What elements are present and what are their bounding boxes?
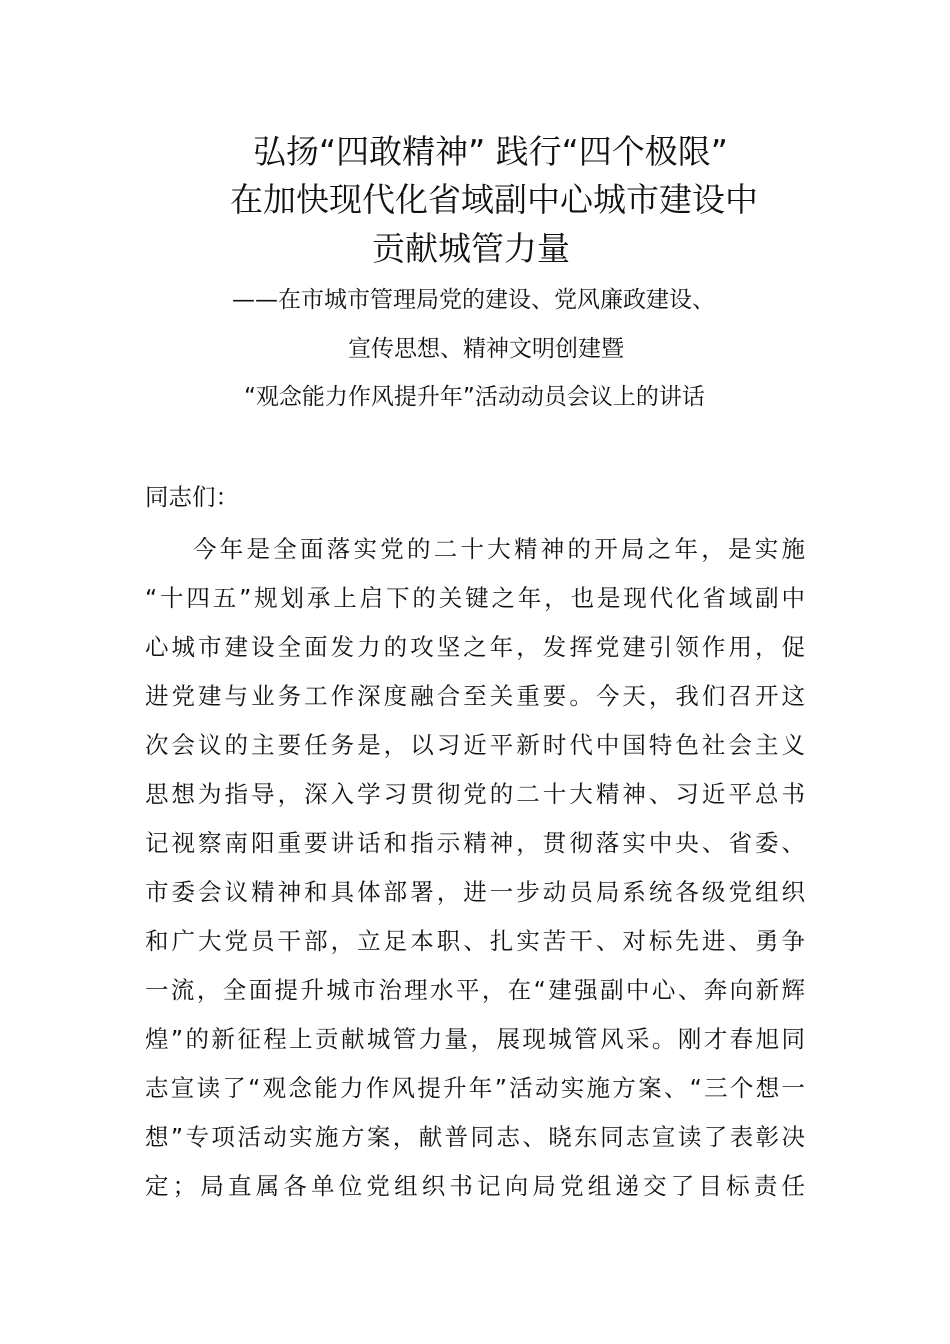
body-line: 煌”的新征程上贡献城管力量，展现城管风采。刚才春旭同 — [145, 1025, 805, 1053]
body-line: 记视察南阳重要讲话和指示精神，贯彻落实中央、省委、 — [145, 829, 805, 857]
body-line: 市委会议精神和具体部署，进一步动员局系统各级党组织 — [145, 878, 805, 906]
body-line: 一流，全面提升城市治理水平，在“建强副中心、奔向新辉 — [145, 976, 805, 1004]
body-line: 次会议的主要任务是，以习近平新时代中国特色社会主义 — [145, 731, 805, 759]
title-line-3: 贡献城管力量 — [372, 229, 570, 268]
body-line: 思想为指导，深入学习贯彻党的二十大精神、习近平总书 — [145, 780, 805, 808]
title-line-1: 弘扬“四敢精神” 践行“四个极限” — [253, 132, 728, 171]
subtitle-line-1: ——在市城市管理局党的建设、党风廉政建设、 — [232, 287, 715, 313]
body-line: 心城市建设全面发力的攻坚之年，发挥党建引领作用，促 — [145, 633, 805, 661]
body-line: 想”专项活动实施方案，献普同志、晓东同志宣读了表彰决 — [145, 1123, 805, 1151]
salutation: 同志们： — [145, 483, 239, 511]
body-line: 今年是全面落实党的二十大精神的开局之年，是实施 — [193, 535, 805, 563]
body-line: 和广大党员干部，立足本职、扎实苦干、对标先进、勇争 — [145, 927, 805, 955]
body-line: “十四五”规划承上启下的关键之年，也是现代化省域副中 — [145, 584, 805, 612]
body-line: 进党建与业务工作深度融合至关重要。今天，我们召开这 — [145, 682, 805, 710]
subtitle-line-2: 宣传思想、精神文明创建暨 — [348, 336, 624, 362]
body-line: 定；局直属各单位党组织书记向局党组递交了目标责任 — [145, 1172, 805, 1200]
body-line: 志宣读了“观念能力作风提升年”活动实施方案、“三个想一 — [145, 1074, 805, 1102]
title-line-2: 在加快现代化省域副中心城市建设中 — [230, 180, 758, 219]
subtitle-line-3: “观念能力作风提升年”活动动员会议上的讲话 — [244, 384, 705, 410]
